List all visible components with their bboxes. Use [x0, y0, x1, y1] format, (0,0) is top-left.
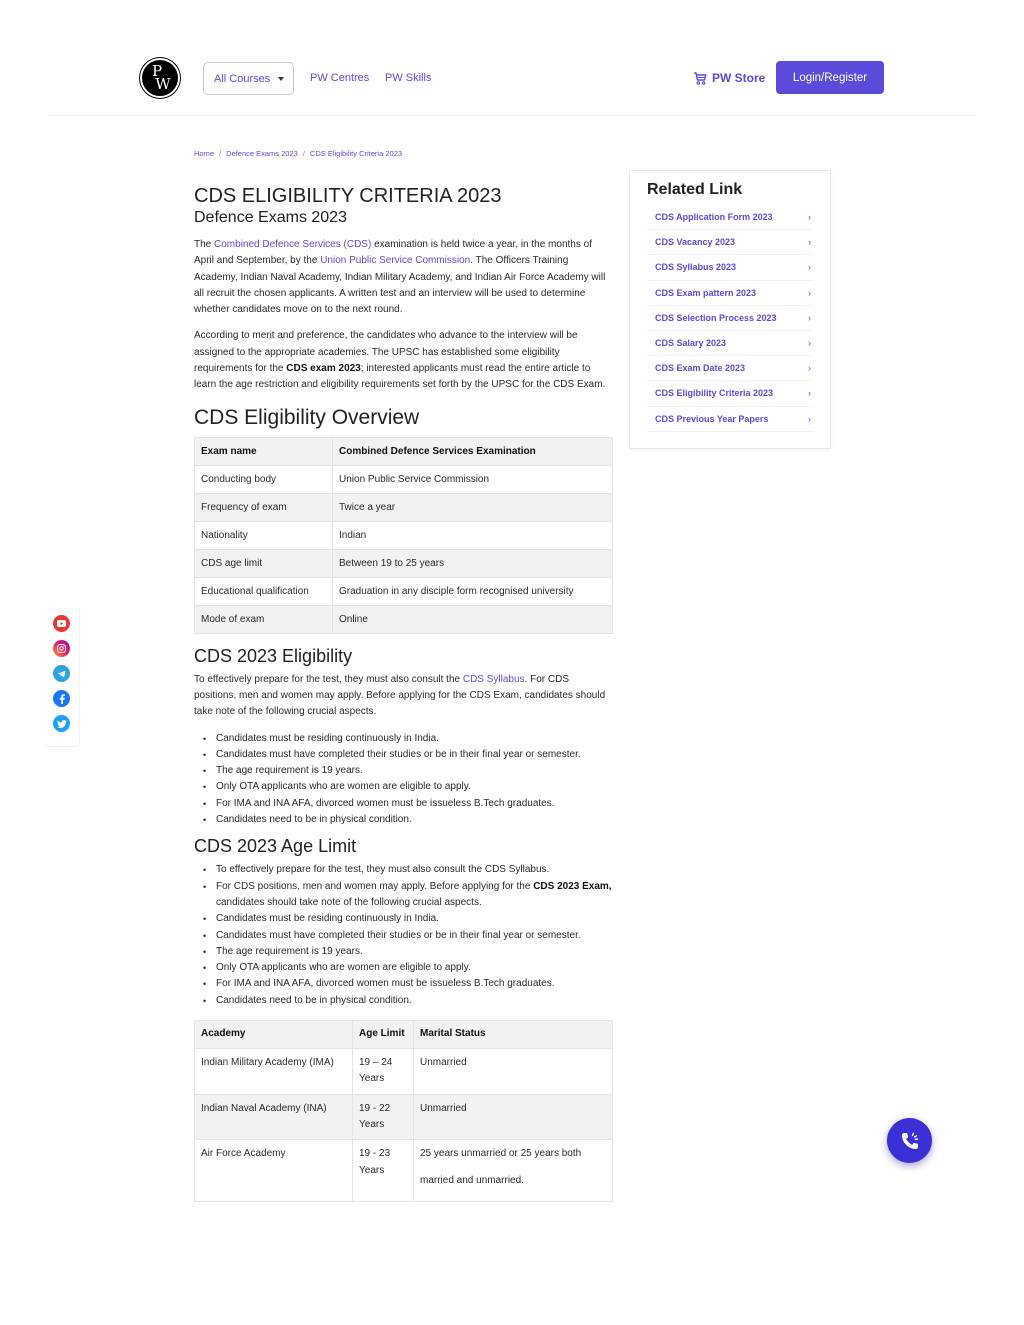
text: examination is held twice a year, in the months of April and September, by the: [194, 239, 592, 267]
table-cell: Conducting body: [195, 465, 333, 493]
overview-table: [194, 437, 613, 634]
page-subtitle: Defence Exams 2023: [194, 209, 347, 226]
table-cell: Twice a year: [333, 493, 613, 521]
table-header-row: [195, 1021, 613, 1049]
related-link-label: CDS Application Form 2023: [655, 212, 773, 223]
site-header: [48, 40, 976, 116]
all-courses-label: All Courses: [214, 72, 271, 85]
table-cell: 19 - 22 Years: [353, 1094, 414, 1140]
table-header-cell: Marital Status: [414, 1021, 613, 1049]
table-cell: Educational qualification: [195, 577, 333, 605]
table-cell: 19 - 23 Years: [353, 1140, 414, 1202]
all-courses-dropdown[interactable]: [203, 62, 294, 95]
table-header-row: [195, 437, 613, 465]
pw-store-label: PW Store: [712, 71, 766, 85]
chevron-right-icon: ›: [808, 413, 811, 424]
table-header-cell: Exam name: [195, 437, 333, 465]
table-cell: 19 – 24 Years: [353, 1049, 414, 1095]
text: The: [194, 239, 215, 250]
intro-paragraph-2: [194, 328, 613, 393]
chevron-right-icon: ›: [808, 388, 811, 399]
facebook-icon[interactable]: [53, 690, 70, 707]
table-row: [195, 465, 613, 493]
related-link-application-form[interactable]: [647, 205, 813, 230]
logo-letter-p: P: [151, 62, 163, 80]
bold-text: CDS 2023 Exam,: [533, 880, 612, 892]
related-link-label: CDS Exam Date 2023: [655, 363, 746, 374]
phone-icon: [899, 1130, 921, 1152]
eligibility-list: [194, 731, 613, 829]
breadcrumb-home[interactable]: Home: [194, 149, 215, 158]
nav-pw-centres[interactable]: PW Centres: [310, 72, 370, 84]
table-row: [195, 1049, 613, 1095]
text: . For CDS positions, men and women may apply. Before applying for the CDS Exam, candidates should take note of the following crucial aspects.: [194, 673, 606, 718]
list-item: [194, 879, 613, 912]
age-limit-list: [194, 862, 613, 1009]
list-item: • The age requirement is 19 years.: [194, 944, 613, 960]
logo-letter-w: W: [155, 75, 171, 93]
text: To effectively prepare for the test, they must also consult the: [194, 673, 463, 685]
table-cell: Unmarried: [414, 1049, 613, 1095]
list-item: • Candidates need to be in physical condition.: [194, 812, 613, 828]
list-item: • The age requirement is 19 years.: [194, 763, 613, 779]
related-link-exam-date[interactable]: [647, 356, 813, 381]
nav-pw-skills[interactable]: PW Skills: [385, 72, 432, 84]
table-cell: CDS age limit: [195, 549, 333, 577]
related-link-exam-pattern[interactable]: [647, 281, 813, 306]
table-row: [195, 1094, 613, 1140]
text: candidates should take note of the following crucial aspects.: [216, 896, 482, 908]
related-link-previous-papers[interactable]: [647, 407, 813, 432]
upsc-link[interactable]: Union Public Service Commission: [320, 255, 471, 267]
page-title: CDS ELIGIBILITY CRITERIA 2023: [194, 185, 502, 207]
table-row: [195, 605, 613, 633]
article: [194, 184, 613, 1202]
twitter-icon[interactable]: [53, 715, 70, 732]
table-cell: Online: [333, 605, 613, 633]
list-item: • Candidates need to be in physical condition.: [194, 993, 613, 1009]
chevron-right-icon: ›: [808, 262, 811, 273]
pw-store-link[interactable]: [693, 71, 765, 85]
table-cell: Indian Military Academy (IMA): [195, 1049, 353, 1095]
list-item: • Only OTA applicants who are women are eligible to apply.: [194, 960, 613, 976]
login-register-button[interactable]: Login/Register: [776, 61, 884, 94]
pw-logo[interactable]: [140, 58, 180, 98]
breadcrumb-separator: /: [302, 149, 305, 158]
table-row: [195, 493, 613, 521]
table-cell: Unmarried: [414, 1094, 613, 1140]
breadcrumb-current[interactable]: CDS Eligibility Criteria 2023: [309, 149, 403, 158]
social-sidebar: [44, 607, 80, 747]
telegram-icon[interactable]: [53, 665, 70, 682]
breadcrumb-defence-exams[interactable]: Defence Exams 2023: [226, 149, 298, 158]
table-cell: Mode of exam: [195, 605, 333, 633]
chevron-right-icon: ›: [808, 338, 811, 349]
related-link-salary[interactable]: [647, 331, 813, 356]
related-link-label: CDS Syllabus 2023: [655, 262, 737, 273]
instagram-icon[interactable]: [53, 640, 70, 657]
related-link-label: CDS Selection Process 2023: [655, 312, 777, 323]
table-cell: Indian: [333, 521, 613, 549]
cds-syllabus-link[interactable]: CDS Syllabus: [462, 673, 525, 685]
overview-heading: CDS Eligibility Overview: [194, 405, 420, 429]
table-row: [195, 577, 613, 605]
related-link-label: CDS Exam pattern 2023: [655, 287, 757, 298]
table-cell: Indian Naval Academy (INA): [195, 1094, 353, 1140]
intro-paragraph-1: [194, 237, 613, 318]
list-item: • For IMA and INA AFA, divorced women must be issueless B.Tech graduates.: [194, 976, 613, 992]
table-row: [195, 1140, 613, 1202]
table-header-cell: Age Limit: [353, 1021, 414, 1049]
text: . The Officers Training Academy, Indian Naval Academy, Indian Military Academy, and Indian Air Force Academy will all recruit the chosen applicants. A written test and an interview will be used to determine whether candidates move on to the next round.: [194, 255, 606, 316]
chevron-right-icon: ›: [808, 312, 811, 323]
related-link-syllabus[interactable]: [647, 255, 813, 280]
list-item: • Only OTA applicants who are women are eligible to apply.: [194, 779, 613, 795]
cds-link[interactable]: Combined Defence Services (CDS): [214, 239, 372, 250]
chevron-right-icon: ›: [808, 237, 811, 248]
table-cell: Union Public Service Commission: [333, 465, 613, 493]
list-item: • For IMA and INA AFA, divorced women must be issueless B.Tech graduates.: [194, 796, 613, 812]
text: For CDS positions, men and women may apply. Before applying for the: [216, 880, 534, 892]
bold-text: CDS exam 2023: [286, 363, 361, 375]
eligibility-heading: CDS 2023 Eligibility: [194, 645, 353, 666]
age-limit-heading: CDS 2023 Age Limit: [194, 836, 357, 857]
age-limit-table: [194, 1020, 613, 1202]
related-link-label: CDS Previous Year Papers: [655, 413, 769, 424]
related-link-eligibility-criteria[interactable]: [647, 381, 813, 406]
list-item: • Candidates must be residing continuously in India.: [194, 731, 613, 747]
table-row: [195, 521, 613, 549]
text: ; interested applicants must read the entire article to learn the age restriction and eligibility requirements set forth by the UPSC for the CDS Exam.: [194, 363, 606, 391]
text: According to merit and preference, the candidates who advance to the interview will be assigned to the appropriate academies. The UPSC has established some eligibility requirements for the: [194, 330, 578, 375]
chevron-right-icon: ›: [808, 363, 811, 374]
chevron-right-icon: ›: [808, 287, 811, 298]
chevron-right-icon: ›: [808, 212, 811, 223]
related-links-panel: [629, 170, 831, 449]
breadcrumb-separator: /: [219, 149, 222, 158]
list-item: • Candidates must have completed their studies or be in their final year or semester.: [194, 928, 613, 944]
related-link-vacancy[interactable]: [647, 230, 813, 255]
breadcrumb: [194, 149, 402, 158]
caret-down-icon: [278, 77, 284, 81]
table-cell: Between 19 to 25 years: [333, 549, 613, 577]
related-links-title: Related Link: [647, 181, 743, 198]
related-link-label: CDS Vacancy 2023: [655, 237, 736, 248]
table-header-cell: Academy: [195, 1021, 353, 1049]
cart-icon: [693, 72, 707, 85]
table-cell: Nationality: [195, 521, 333, 549]
related-link-label: CDS Eligibility Criteria 2023: [655, 388, 774, 399]
table-cell: Frequency of exam: [195, 493, 333, 521]
youtube-icon[interactable]: [53, 615, 70, 632]
table-cell: 25 years unmarried or 25 years both married and unmarried.: [414, 1140, 613, 1202]
call-button[interactable]: [887, 1118, 932, 1163]
related-link-selection-process[interactable]: [647, 306, 813, 331]
list-item: • To effectively prepare for the test, they must also consult the CDS Syllabus.: [194, 862, 613, 878]
table-header-cell: Combined Defence Services Examination: [333, 437, 613, 465]
table-cell: Graduation in any disciple form recognised university: [333, 577, 613, 605]
related-link-label: CDS Salary 2023: [655, 338, 727, 349]
list-item: • Candidates must be residing continuously in India.: [194, 911, 613, 927]
eligibility-paragraph: [194, 672, 613, 721]
table-cell: Air Force Academy: [195, 1140, 353, 1202]
table-row: [195, 549, 613, 577]
list-item: • Candidates must have completed their studies or be in their final year or semester.: [194, 747, 613, 763]
